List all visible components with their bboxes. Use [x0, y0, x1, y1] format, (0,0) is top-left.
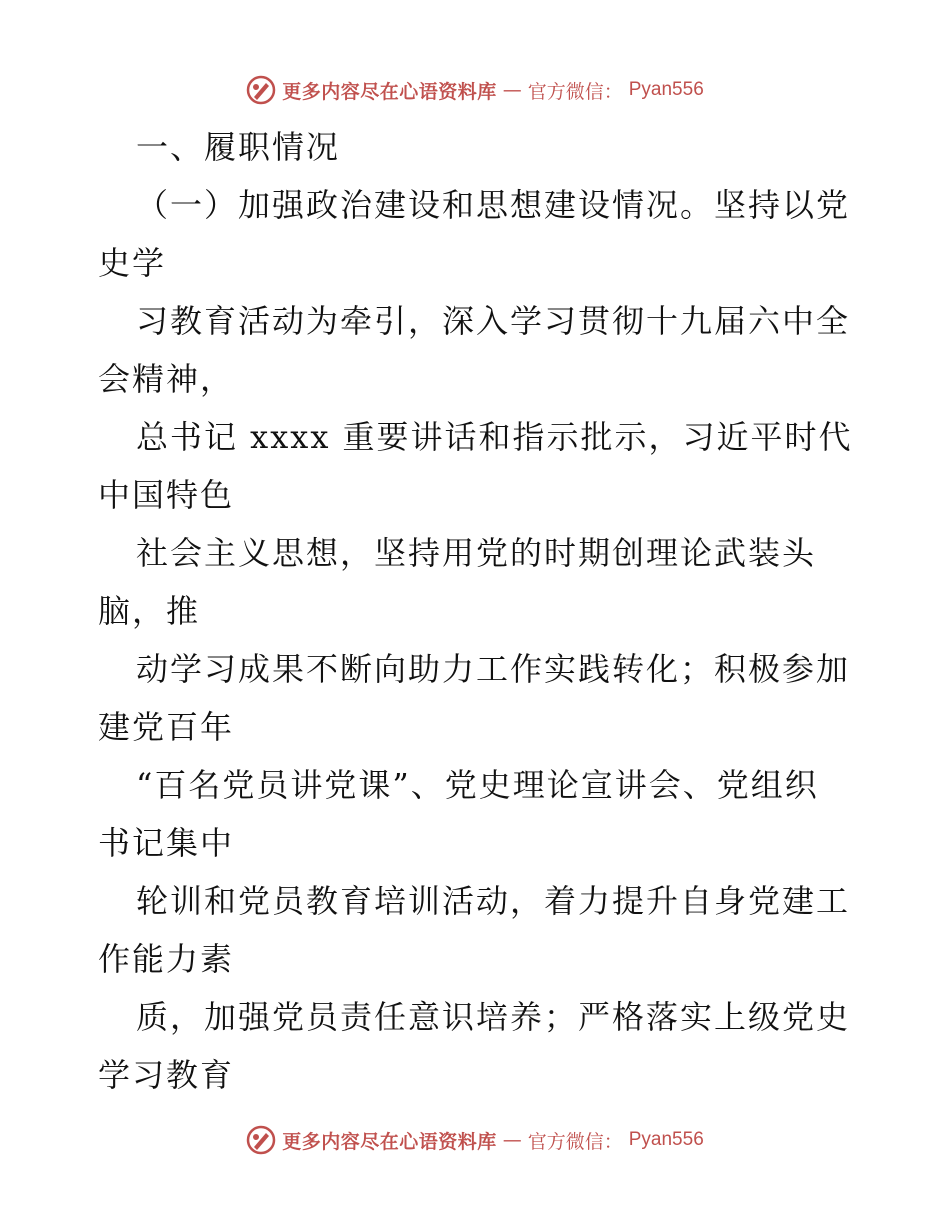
paragraph-line: 质，加强党员责任意识培养；严格落实上级党史: [136, 998, 851, 1036]
watermark-wechat-id: Pyan556: [628, 79, 704, 100]
watermark-wechat-label: 官方微信：: [527, 80, 623, 103]
pen-logo-icon: [246, 75, 276, 105]
watermark-main-text: 更多内容尽在心语资料库: [282, 1130, 497, 1153]
paragraph-line: 书记集中: [98, 824, 235, 862]
paragraph-line: “百名党员讲党课”、党史理论宣讲会、党组织: [136, 766, 819, 804]
paragraph-line: 轮训和党员教育培训活动，着力提升自身党建工: [136, 882, 851, 920]
paragraph-line: （一）加强政治建设和思想建设情况。坚持以党: [136, 186, 851, 224]
paragraph-line: 动学习成果不断向助力工作实践转化；积极参加: [136, 650, 851, 688]
header-watermark: [0, 70, 950, 110]
document-body: [98, 118, 858, 1104]
paragraph-line: 学习教育: [98, 1056, 235, 1094]
watermark-wechat-label: 官方微信：: [527, 1130, 623, 1153]
section-heading: 一、履职情况: [136, 128, 341, 166]
pen-logo-icon: [246, 1125, 276, 1155]
watermark-dash: —: [502, 79, 522, 101]
paragraph-line: 建党百年: [98, 708, 235, 746]
watermark-dash: —: [502, 1129, 522, 1151]
paragraph-line: 作能力素: [98, 940, 235, 978]
paragraph-line: 会精神，: [98, 360, 235, 398]
paragraph-line: 史学: [98, 244, 167, 282]
paragraph-line: 社会主义思想，坚持用党的时期创理论武装头: [136, 534, 817, 572]
watermark-main-text: 更多内容尽在心语资料库: [282, 80, 497, 103]
paragraph-line: 总书记 xxxx 重要讲话和指示批示，习近平时代: [136, 418, 853, 456]
paragraph-line: 中国特色: [98, 476, 235, 514]
watermark-wechat-id: Pyan556: [628, 1129, 704, 1150]
paragraph-line: 习教育活动为牵引，深入学习贯彻十九届六中全: [136, 302, 851, 340]
footer-watermark: [0, 1120, 950, 1160]
paragraph-line: 脑，推: [98, 592, 201, 630]
